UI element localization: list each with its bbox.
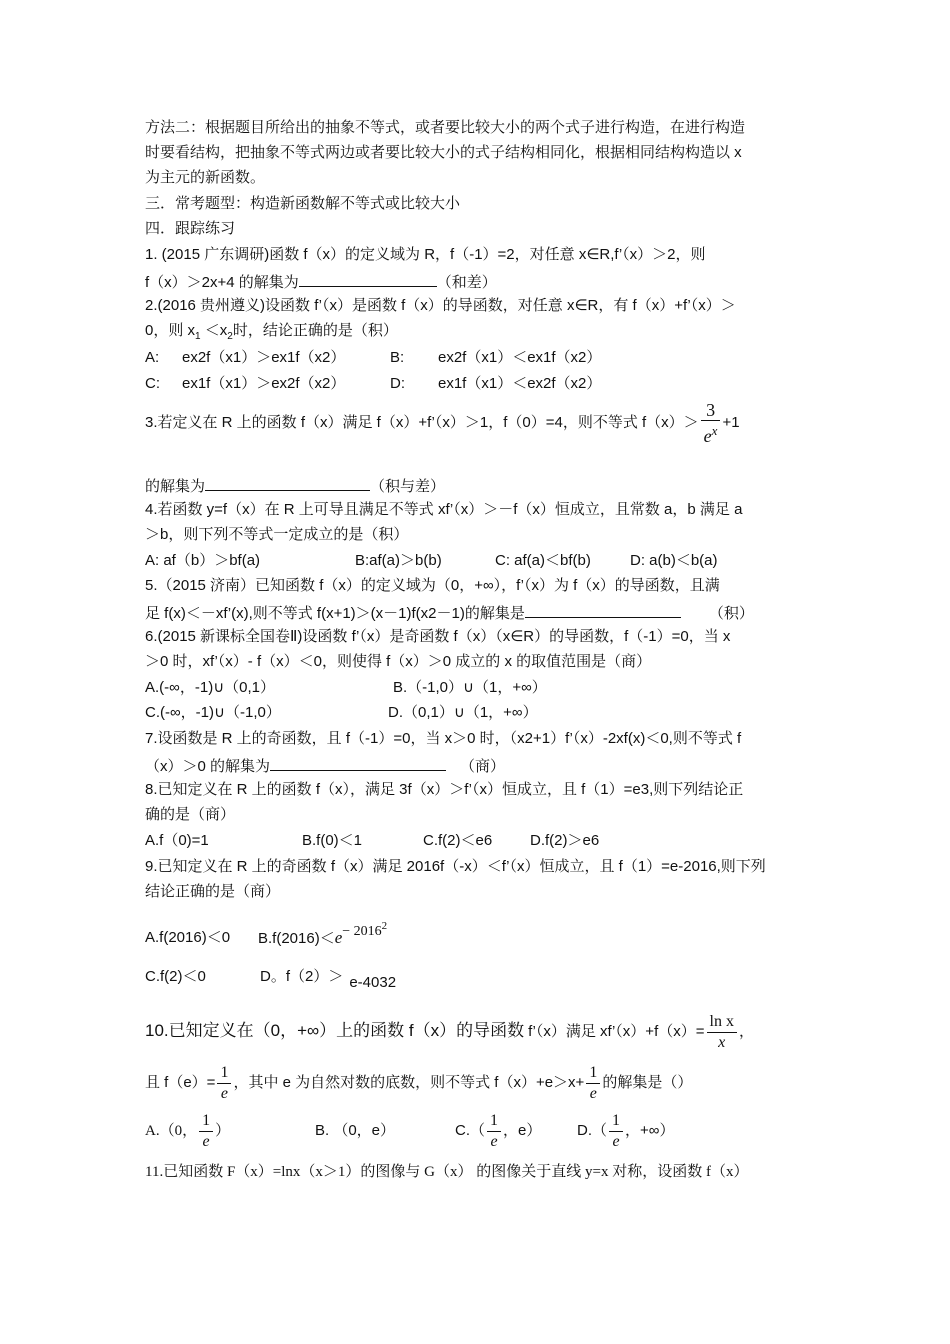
question-2-text: 时，结论正确的是（积）	[232, 322, 398, 339]
option-c: C: af(a)＜bf(b)	[495, 552, 591, 569]
option-a-label: A:	[145, 349, 160, 366]
option-d	[577, 1108, 674, 1154]
option-a-text: ）	[215, 1122, 231, 1139]
method-two-line-2: 时要看结构，把抽象不等式两边或者要比较大小的式子结构相同化，根据相同结构构造以 x	[145, 144, 742, 161]
fraction-denominator: e	[490, 1132, 498, 1150]
option-d-text: D。f（2）＞	[260, 968, 344, 985]
fraction	[217, 1063, 231, 1104]
question-5-line-2	[145, 601, 754, 624]
option-c	[455, 1108, 541, 1154]
method-two-line-1: 方法二：根据题目所给出的抽象不等式，或者要比较大小的两个式子进行构造，在进行构造	[145, 119, 746, 136]
question-2-line-2	[145, 321, 398, 347]
fraction-denominator: e	[589, 1084, 597, 1102]
question-3-text: 3.若定义在 R 上的函数 f（x）满足 f（x）+f’（x）＞1，f（0）=4，则不等式 f（x）＞	[145, 414, 699, 431]
question-3-text: 的解集为	[145, 478, 206, 495]
exponent	[342, 920, 388, 939]
answer-blank	[525, 601, 681, 618]
question-3-text: +1	[722, 414, 740, 431]
subscript: 1	[195, 331, 201, 342]
option-a: A.f（0)=1	[145, 832, 209, 849]
option-d: D.f(2)＞e6	[530, 832, 600, 849]
fraction-denominator: e	[220, 1084, 228, 1102]
option-d-value: e-4032	[349, 974, 397, 991]
option-d-text: D.（	[577, 1122, 608, 1139]
fraction-numerator: ln x	[707, 1012, 737, 1033]
fraction-numerator: 1	[217, 1063, 231, 1084]
question-6-line-2: ＞0 时，xf’（x）- f（x）＜0，则使得 f（x）＞0 成立的 x 的取值范围是（商）	[145, 653, 652, 670]
option-c-text: ，e）	[503, 1122, 542, 1139]
question-2-text: 0，则 x	[145, 322, 196, 339]
question-7-line-1: 7.设函数是 R 上的奇函数，且 f（-1）=0，当 x＞0 时，（x2+1）f’（x）-2xf(x)＜0,则不等式 f	[145, 730, 742, 747]
question-10-text: 的解集是（）	[602, 1074, 693, 1091]
section-four-heading: 四．跟踪练习	[145, 220, 236, 237]
fraction-numerator: 1	[199, 1111, 213, 1132]
question-7-tag: （商）	[460, 758, 506, 775]
option-d	[260, 967, 397, 991]
option-d: ex1f（x1）＜ex2f（x2）	[438, 375, 602, 392]
fraction-numerator: 1	[586, 1063, 600, 1084]
option-b	[258, 920, 388, 950]
question-10-text: 且 f（e）=	[145, 1074, 216, 1091]
fraction	[586, 1063, 600, 1104]
question-4-line-1: 4.若函数 y=f（x）在 R 上可导且满足不等式 xf’（x）＞－f（x）恒成立，且常数 a，b 满足 a	[145, 501, 743, 518]
question-4-line-2: ＞b，则下列不等式一定成立的是（积）	[145, 526, 409, 543]
answer-blank	[205, 474, 370, 491]
option-d: D.（0,1）∪（1，+∞）	[388, 704, 538, 721]
question-8-line-2: 确的是（商）	[145, 806, 236, 823]
denominator-base: e	[703, 426, 712, 447]
option-b: ex2f（x1）＜ex1f（x2）	[438, 349, 602, 366]
question-10-text: ，	[738, 1023, 754, 1040]
option-a-text: A.（0，	[145, 1123, 198, 1139]
question-9-line-1: 9.已知定义在 R 上的奇函数 f（x）满足 2016f（-x）＜f’（x）恒成立，且 f（1）=e-2016,则下列	[145, 858, 766, 875]
option-c-label: C:	[145, 375, 160, 392]
answer-blank	[299, 270, 437, 287]
question-1-line-1: 1. (2015 广东调研)函数 f（x）的定义域为 R，f（-1）=2，对任意 x∈R,f’（x）＞2，则	[145, 246, 706, 263]
question-3-line-1	[145, 400, 740, 446]
fraction-denominator: e	[612, 1132, 620, 1150]
question-1-tag: （和差）	[436, 274, 497, 291]
option-c-text: C.（	[455, 1122, 486, 1139]
question-10-text: f’（x）满足 xf’（x）+f（x）=	[528, 1023, 705, 1040]
option-c: ex1f（x1）＞ex2f（x2）	[182, 375, 346, 392]
exponent-base: e	[334, 928, 343, 947]
question-6-line-1: 6.(2015 新课标全国卷Ⅱ)设函数 f’（x）是奇函数 f（x）（x∈R）的导函数，f（-1）=0，当 x	[145, 628, 731, 645]
question-5-tag: （积）	[708, 605, 754, 622]
question-3-tag: （积与差）	[370, 478, 446, 495]
option-c: C.f(2)＜0	[145, 968, 206, 985]
exponent: x	[711, 423, 718, 439]
fraction	[199, 1111, 213, 1152]
question-10-text: ，其中 e 为自然对数的底数，则不等式 f（x）+e＞x+	[233, 1074, 585, 1091]
fraction-denominator: x	[718, 1033, 726, 1051]
option-a: A.f(2016)＜0	[145, 929, 231, 946]
question-10-text: 10.已知定义在（0，+∞）上的函数 f（x）的导函数	[145, 1021, 525, 1040]
fraction	[701, 400, 721, 446]
question-10-line-1	[145, 1008, 754, 1055]
question-3-line-2	[145, 474, 445, 497]
answer-blank	[270, 754, 446, 771]
fraction	[707, 1012, 737, 1053]
method-two-line-3: 为主元的新函数。	[145, 169, 266, 186]
exponent-power: 2	[381, 920, 388, 932]
subscript: 2	[227, 331, 233, 342]
question-8-line-1: 8.已知定义在 R 上的函数 f（x），满足 3f（x）＞f’（x）恒成立，且 f（1）=e3,则下列结论正	[145, 781, 744, 798]
exponent-value: − 2016	[342, 924, 382, 939]
option-c: C.(-∞，-1)∪（-1,0）	[145, 704, 281, 721]
option-a: A.(-∞，-1)∪（0,1）	[145, 679, 276, 696]
fraction	[609, 1111, 623, 1152]
question-2-text: ＜x	[200, 322, 228, 339]
question-1-text: f（x）＞2x+4 的解集为	[145, 274, 299, 291]
option-b: B. （0，e）	[315, 1122, 396, 1139]
option-a	[145, 1108, 230, 1154]
section-three-heading: 三．常考题型：构造新函数解不等式或比较大小	[145, 195, 461, 212]
option-b-text: B.f(2016)＜	[258, 930, 335, 947]
question-2-line-1: 2.(2016 贵州遵义)设函数 f’（x）是函数 f（x）的导函数，对任意 x∈R，有 f（x）+f’（x）＞	[145, 297, 736, 314]
option-b-label: B:	[390, 349, 405, 366]
fraction-numerator: 3	[701, 400, 721, 421]
option-d: D: a(b)＜b(a)	[630, 552, 718, 569]
question-9-line-2: 结论正确的是（商）	[145, 883, 281, 900]
fraction-numerator: 1	[609, 1111, 623, 1132]
option-d-text: ，+∞）	[625, 1122, 675, 1139]
question-10-line-2	[145, 1060, 692, 1106]
question-7-text: （x）＞0 的解集为	[145, 758, 271, 775]
question-1-line-2	[145, 270, 497, 293]
question-5-text: 足 f(x)＜－xf’(x),则不等式 f(x+1)＞(x－1)f(x2－1)的解集是	[145, 605, 525, 622]
question-5-line-1: 5.（2015 济南）已知函数 f（x）的定义域为（0，+∞），f’（x）为 f（x）的导函数，且满	[145, 577, 720, 594]
fraction	[487, 1111, 501, 1152]
option-a: A: af（b）＞bf(a)	[145, 552, 261, 569]
option-b: B.f(0)＜1	[302, 832, 363, 849]
question-11-line-1: 11.已知函数 F（x）=lnx（x＞1）的图像与 G（x） 的图像关于直线 y=x 对称，设函数 f（x）	[145, 1164, 749, 1180]
option-b: B:af(a)＞b(b)	[355, 552, 442, 569]
option-a: ex2f（x1）＞ex1f（x2）	[182, 349, 346, 366]
question-7-line-2	[145, 754, 505, 777]
option-d-label: D:	[390, 375, 405, 392]
fraction-denominator	[701, 421, 721, 446]
fraction-denominator: e	[202, 1132, 210, 1150]
option-b: B.（-1,0）∪（1，+∞）	[393, 679, 547, 696]
fraction-numerator: 1	[487, 1111, 501, 1132]
option-c: C.f(2)＜e6	[423, 832, 493, 849]
